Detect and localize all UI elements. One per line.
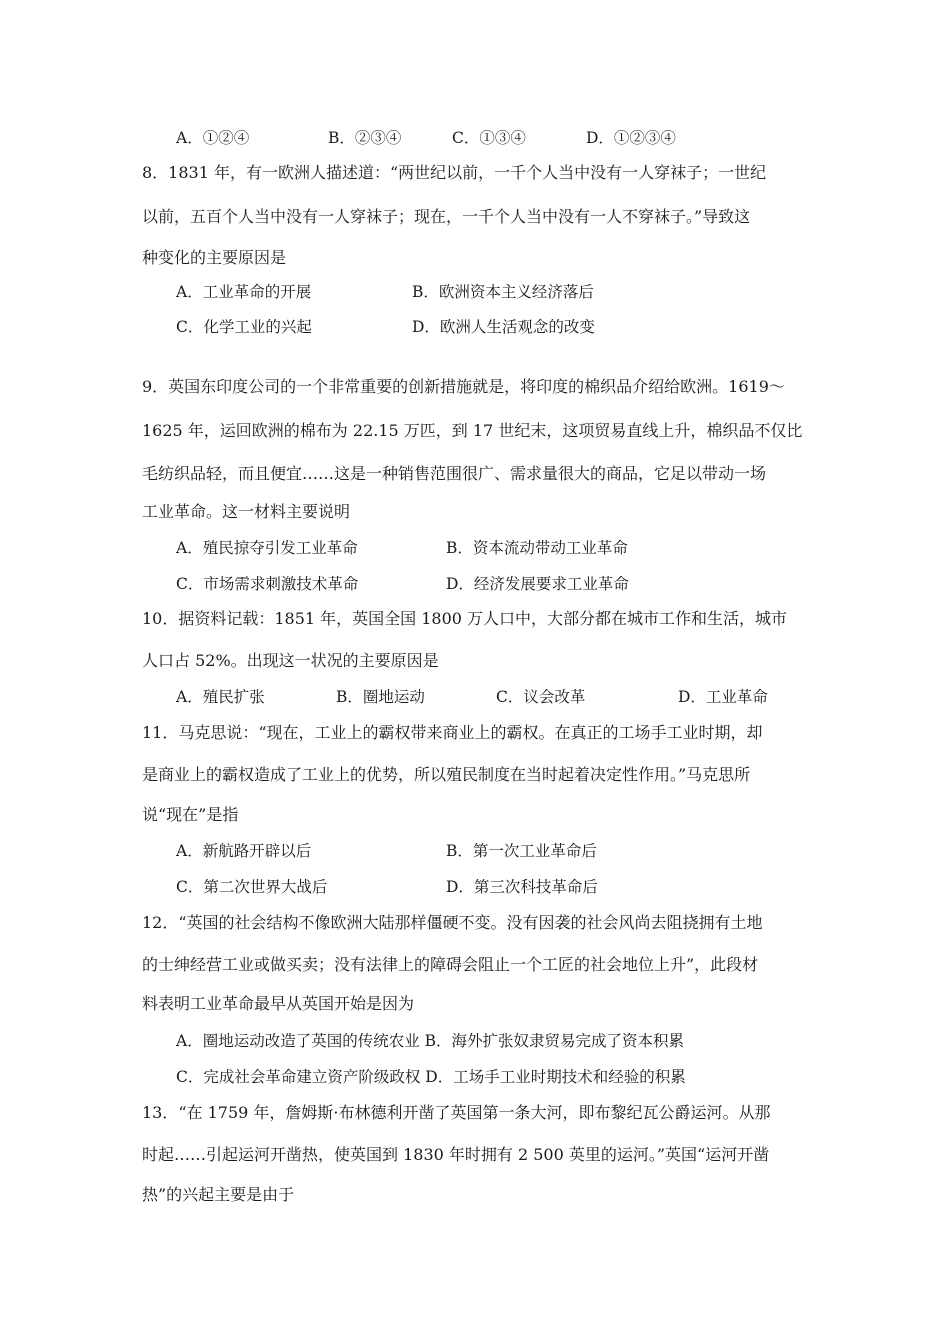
q9-option-a: A．殖民掠夺引发工业革命 <box>176 539 358 557</box>
q8-option-c: C．化学工业的兴起 <box>176 318 312 336</box>
q12-option-cd: C．完成社会革命建立资产阶级政权 D．工场手工业时期技术和经验的积累 <box>176 1068 686 1086</box>
q10-line-1: 10．据资料记载：1851 年，英国全国 1800 万人口中，大部分都在城市工作和生活，城市 <box>142 609 788 628</box>
q9-line-2: 1625 年，运回欧洲的棉布为 22.15 万匹，到 17 世纪末，这项贸易直线上升，棉织品不仅比 <box>142 421 803 440</box>
q8-option-b: B．欧洲资本主义经济落后 <box>412 283 594 301</box>
q12-line-2: 的士绅经营工业或做买卖；没有法律上的障碍会阻止一个工匠的社会地位上升”，此段材 <box>142 955 759 974</box>
q13-line-1: 13．“在 1759 年，詹姆斯·布林德利开凿了英国第一条大河，即布黎纪瓦公爵运河。从那 <box>142 1103 771 1122</box>
q10-line-2: 人口占 52%。出现这一状况的主要原因是 <box>142 651 439 670</box>
q8-line-2: 以前，五百个人当中没有一人穿袜子；现在，一千个人当中没有一人不穿袜子。”导致这 <box>142 207 751 226</box>
q10-option-b: B．圈地运动 <box>336 688 425 706</box>
q11-option-a: A．新航路开辟以后 <box>176 842 312 860</box>
q10-option-d: D．工业革命 <box>678 688 768 706</box>
option-a: A．①②④ <box>176 129 250 147</box>
q13-line-2: 时起……引起运河开凿热，使英国到 1830 年时拥有 2 500 英里的运河。”英国“运河开凿 <box>142 1145 770 1164</box>
q8-line-1: 8．1831 年，有一欧洲人描述道：“两世纪以前，一千个人当中没有一人穿袜子；一世纪 <box>142 163 767 182</box>
q11-line-3: 说“现在”是指 <box>142 805 239 824</box>
q9-option-d: D．经济发展要求工业革命 <box>446 575 629 593</box>
q9-line-1: 9．英国东印度公司的一个非常重要的创新措施就是，将印度的棉织品介绍给欧洲。1619～ <box>142 377 785 396</box>
q12-option-ab: A．圈地运动改造了英国的传统农业 B．海外扩张奴隶贸易完成了资本积累 <box>176 1032 685 1050</box>
q9-option-c: C．市场需求刺激技术革命 <box>176 575 359 593</box>
q10-option-a: A．殖民扩张 <box>176 688 265 706</box>
q12-line-3: 料表明工业革命最早从英国开始是因为 <box>142 994 415 1013</box>
q11-line-2: 是商业上的霸权造成了工业上的优势，所以殖民制度在当时起着决定性作用。”马克思所 <box>142 765 751 784</box>
q11-option-d: D．第三次科技革命后 <box>446 878 598 896</box>
q13-line-3: 热”的兴起主要是由于 <box>142 1185 295 1204</box>
option-d: D．①②③④ <box>586 129 676 147</box>
option-b: B．②③④ <box>328 129 402 147</box>
q9-line-4: 工业革命。这一材料主要说明 <box>142 502 351 521</box>
q12-line-1: 12．“英国的社会结构不像欧洲大陆那样僵硬不变。没有因袭的社会风尚去阻挠拥有土地 <box>142 913 763 932</box>
q11-option-b: B．第一次工业革命后 <box>446 842 597 860</box>
q10-option-c: C．议会改革 <box>496 688 586 706</box>
q11-option-c: C．第二次世界大战后 <box>176 878 328 896</box>
q8-option-d: D．欧洲人生活观念的改变 <box>412 318 595 336</box>
option-c: C．①③④ <box>452 129 526 147</box>
q11-line-1: 11．马克思说：“现在，工业上的霸权带来商业上的霸权。在真正的工场手工业时期，却 <box>142 723 763 742</box>
q9-option-b: B．资本流动带动工业革命 <box>446 539 628 557</box>
q9-line-3: 毛纺织品轻，而且便宜……这是一种销售范围很广、需求量很大的商品，它足以带动一场 <box>142 464 767 483</box>
q8-option-a: A．工业革命的开展 <box>176 283 312 301</box>
q8-line-3: 种变化的主要原因是 <box>142 248 287 267</box>
